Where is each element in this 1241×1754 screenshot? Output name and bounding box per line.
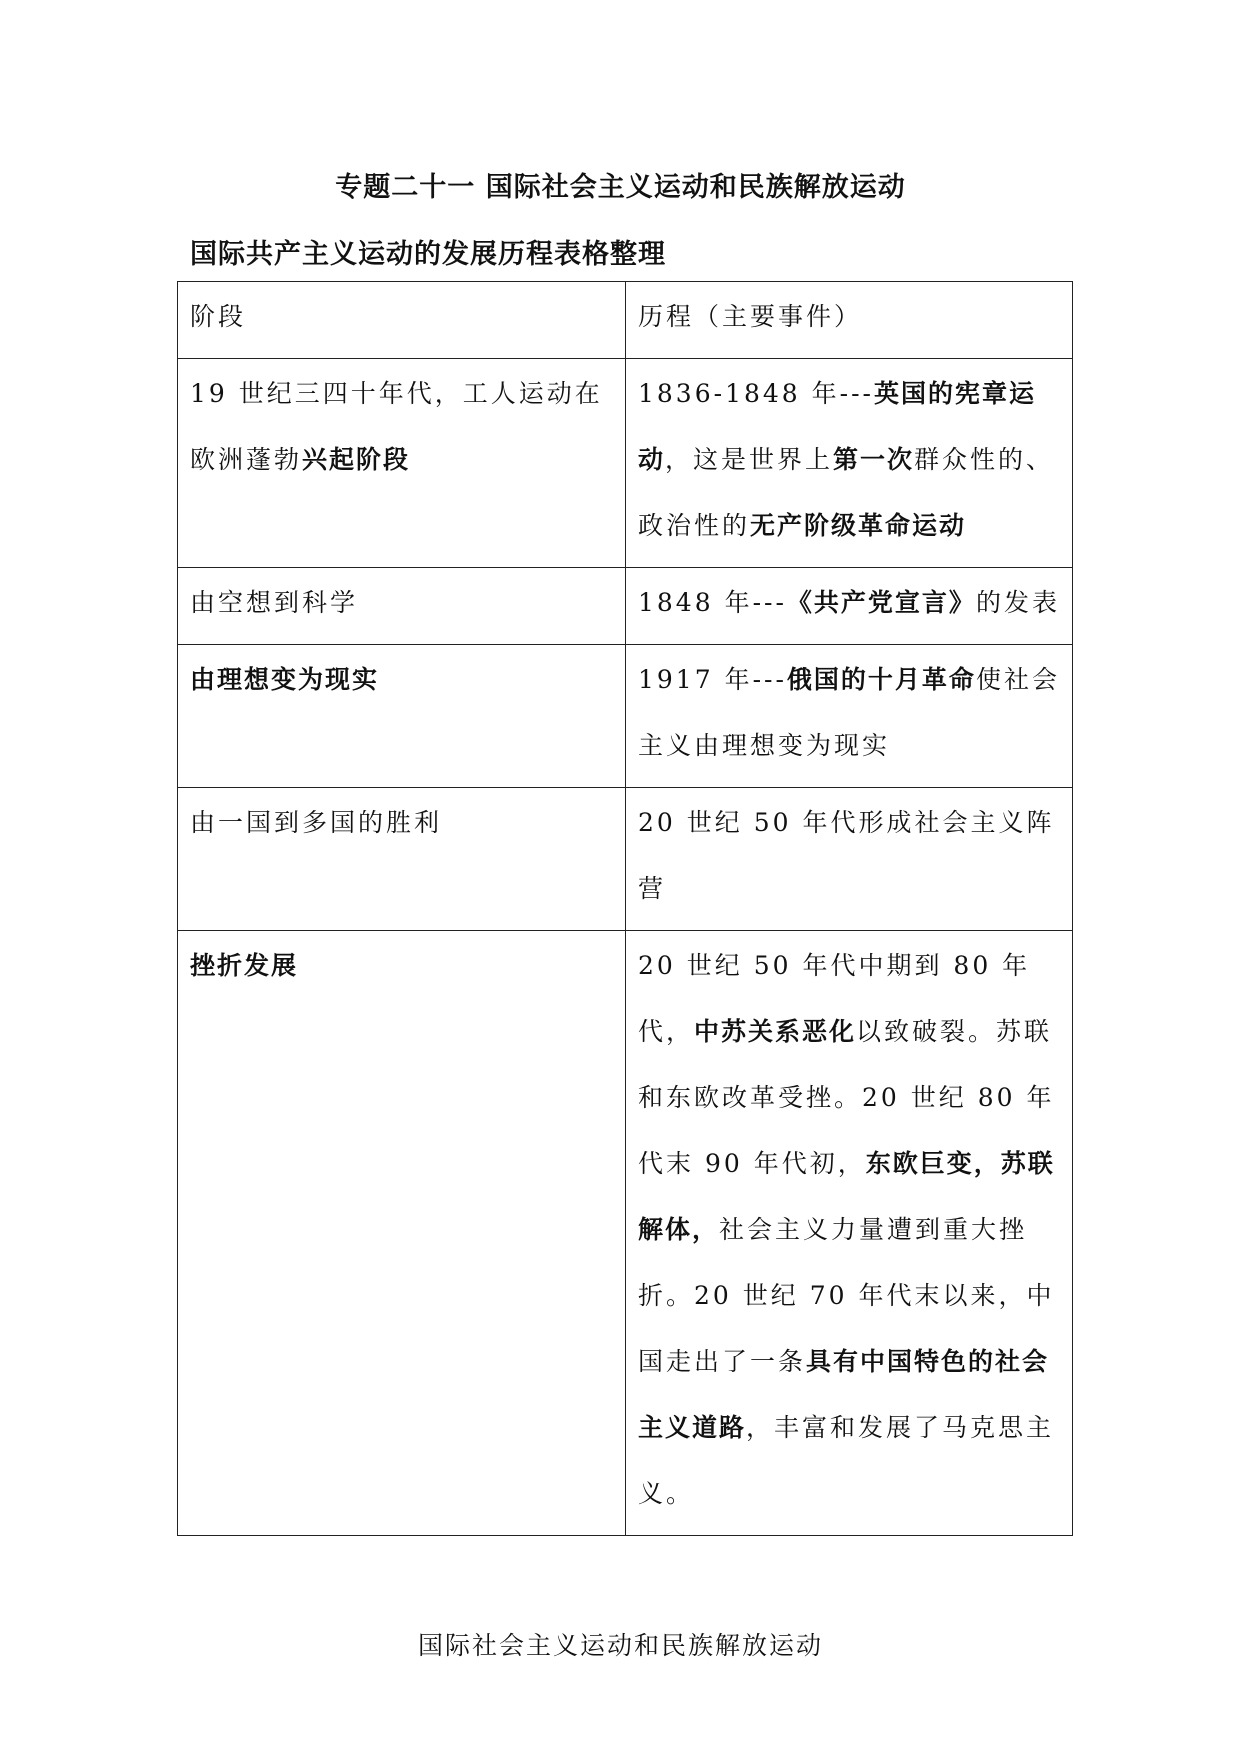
stage-cell <box>178 931 626 1536</box>
stage-cell <box>178 788 626 931</box>
text: 由空想到科学 <box>190 588 359 617</box>
header-process: 历程（主要事件） <box>626 282 1073 359</box>
table-row <box>178 931 1073 1536</box>
history-table-body <box>178 282 1073 1536</box>
bold-text: 挫折发展 <box>190 951 299 980</box>
bold-text: 中苏关系恶化 <box>694 1017 857 1046</box>
bold-text: 具有中国特色的社会主义道路 <box>638 1347 1050 1442</box>
text: ，这是世界上 <box>665 445 834 474</box>
text: 19 世纪三四十年代，工人运动在欧洲蓬勃 <box>190 379 603 474</box>
stage-cell <box>178 568 626 645</box>
page-footer: 国际社会主义运动和民族解放运动 <box>417 1631 823 1660</box>
table-row <box>178 568 1073 645</box>
stage-cell <box>178 359 626 568</box>
text: 20 世纪 50 年代中期到 80 年代， <box>638 951 1031 1046</box>
table-row <box>178 359 1073 568</box>
text: 由一国到多国的胜利 <box>190 808 443 837</box>
text: 社会主义力量遭到重大挫折。20 世纪 70 年代末以来，中国走出了一条 <box>638 1215 1055 1376</box>
table-header-row <box>178 282 1073 359</box>
bold-text: 东欧巨变，苏联解体， <box>638 1149 1055 1244</box>
process-cell <box>626 568 1073 645</box>
text: 群众性的、政治性的 <box>638 445 1055 540</box>
stage-cell <box>178 645 626 788</box>
bold-text: 《共产党宣言》 <box>786 588 976 617</box>
bold-text: 第一次 <box>833 445 915 474</box>
document-title: 专题二十一 国际社会主义运动和民族解放运动 <box>335 172 906 203</box>
bold-text: 英国的宪章运动 <box>638 379 1036 474</box>
process-cell <box>626 931 1073 1536</box>
text: 1917 年--- <box>638 665 787 694</box>
table-caption: 国际共产主义运动的发展历程表格整理 <box>190 239 666 270</box>
bold-text: 无产阶级革命运动 <box>750 511 967 540</box>
process-cell <box>626 645 1073 788</box>
process-cell <box>626 359 1073 568</box>
text: 1836-1848 年--- <box>638 379 874 408</box>
table-row <box>178 788 1073 931</box>
text: 以致破裂。苏联和东欧改革受挫。20 世纪 80 年代末 90 年代初， <box>638 1017 1055 1178</box>
text: 使社会主义由理想变为现实 <box>638 665 1060 760</box>
history-table <box>177 281 1073 1536</box>
bold-text: 俄国的十月革命 <box>786 665 976 694</box>
text: 的发表 <box>975 588 1060 617</box>
process-cell <box>626 788 1073 931</box>
text: 20 世纪 50 年代形成社会主义阵营 <box>638 808 1055 903</box>
text: 1848 年--- <box>638 588 787 617</box>
text: ，丰富和发展了马克思主义。 <box>638 1413 1055 1508</box>
header-stage: 阶段 <box>178 282 626 359</box>
table-row <box>178 645 1073 788</box>
bold-text: 兴起阶段 <box>302 445 411 474</box>
bold-text: 由理想变为现实 <box>190 665 380 694</box>
